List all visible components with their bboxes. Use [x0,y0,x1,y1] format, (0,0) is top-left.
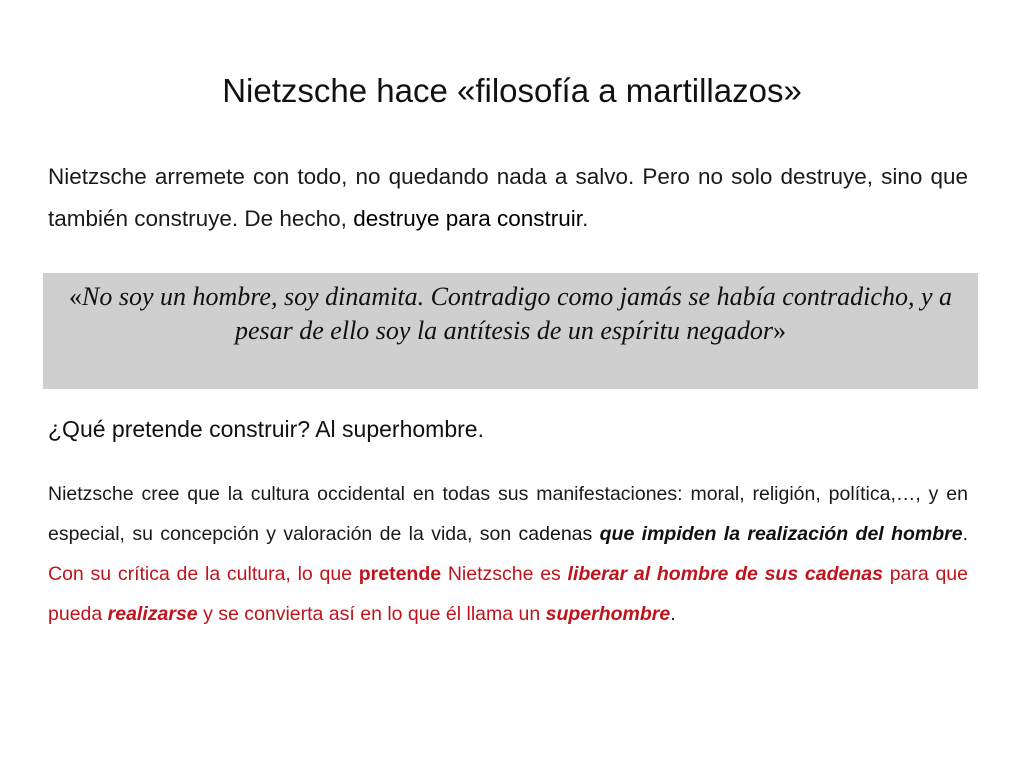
body-paragraph [48,474,968,634]
body-part-12: superhombre [545,603,671,625]
body-part-5: Con su crítica de la cultura, lo que [48,563,353,585]
quote [43,280,978,348]
intro-paragraph [48,156,968,240]
question-line: ¿Qué pretende construir? Al superhombre. [48,416,484,442]
body-part-11: y se convierta así en lo que él llama un [203,603,541,625]
body-part-9: para que pueda [48,563,968,625]
quote-open-mark: « [69,282,82,311]
body-part-8: liberar al hombre de sus cadenas [567,563,883,585]
body-part-7: Nietzsche es [447,563,561,585]
intro-end: . [582,206,589,231]
quote-text: No soy un hombre, soy dinamita. Contradigo como jamás se había contradicho, y a pesar de ello soy la antítesis de un espíritu negador [82,282,952,345]
slide-title: Nietzsche hace «filosofía a martillazos» [222,72,802,109]
quote-close-mark: » [773,316,786,345]
intro-emphasis: destruye para construir [353,206,583,231]
body-part-13: . [670,603,676,625]
intro-text: Nietzsche arremete con todo, no quedando nada a salvo. Pero no solo destruye, sino que también construye. De hecho, [48,164,968,231]
body-part-1: Nietzsche cree que la cultura occidental en todas sus manifestaciones: moral, religión, política,…, y en especial, su concepción y valoración de la vida, son [48,483,968,545]
body-part-4: . [962,523,968,545]
body-part-10: realizarse [107,603,198,625]
body-part-2: cadenas [518,523,593,545]
body-part-3: que impiden la realización del hombre [599,523,963,545]
body-part-6: pretende [358,563,442,585]
